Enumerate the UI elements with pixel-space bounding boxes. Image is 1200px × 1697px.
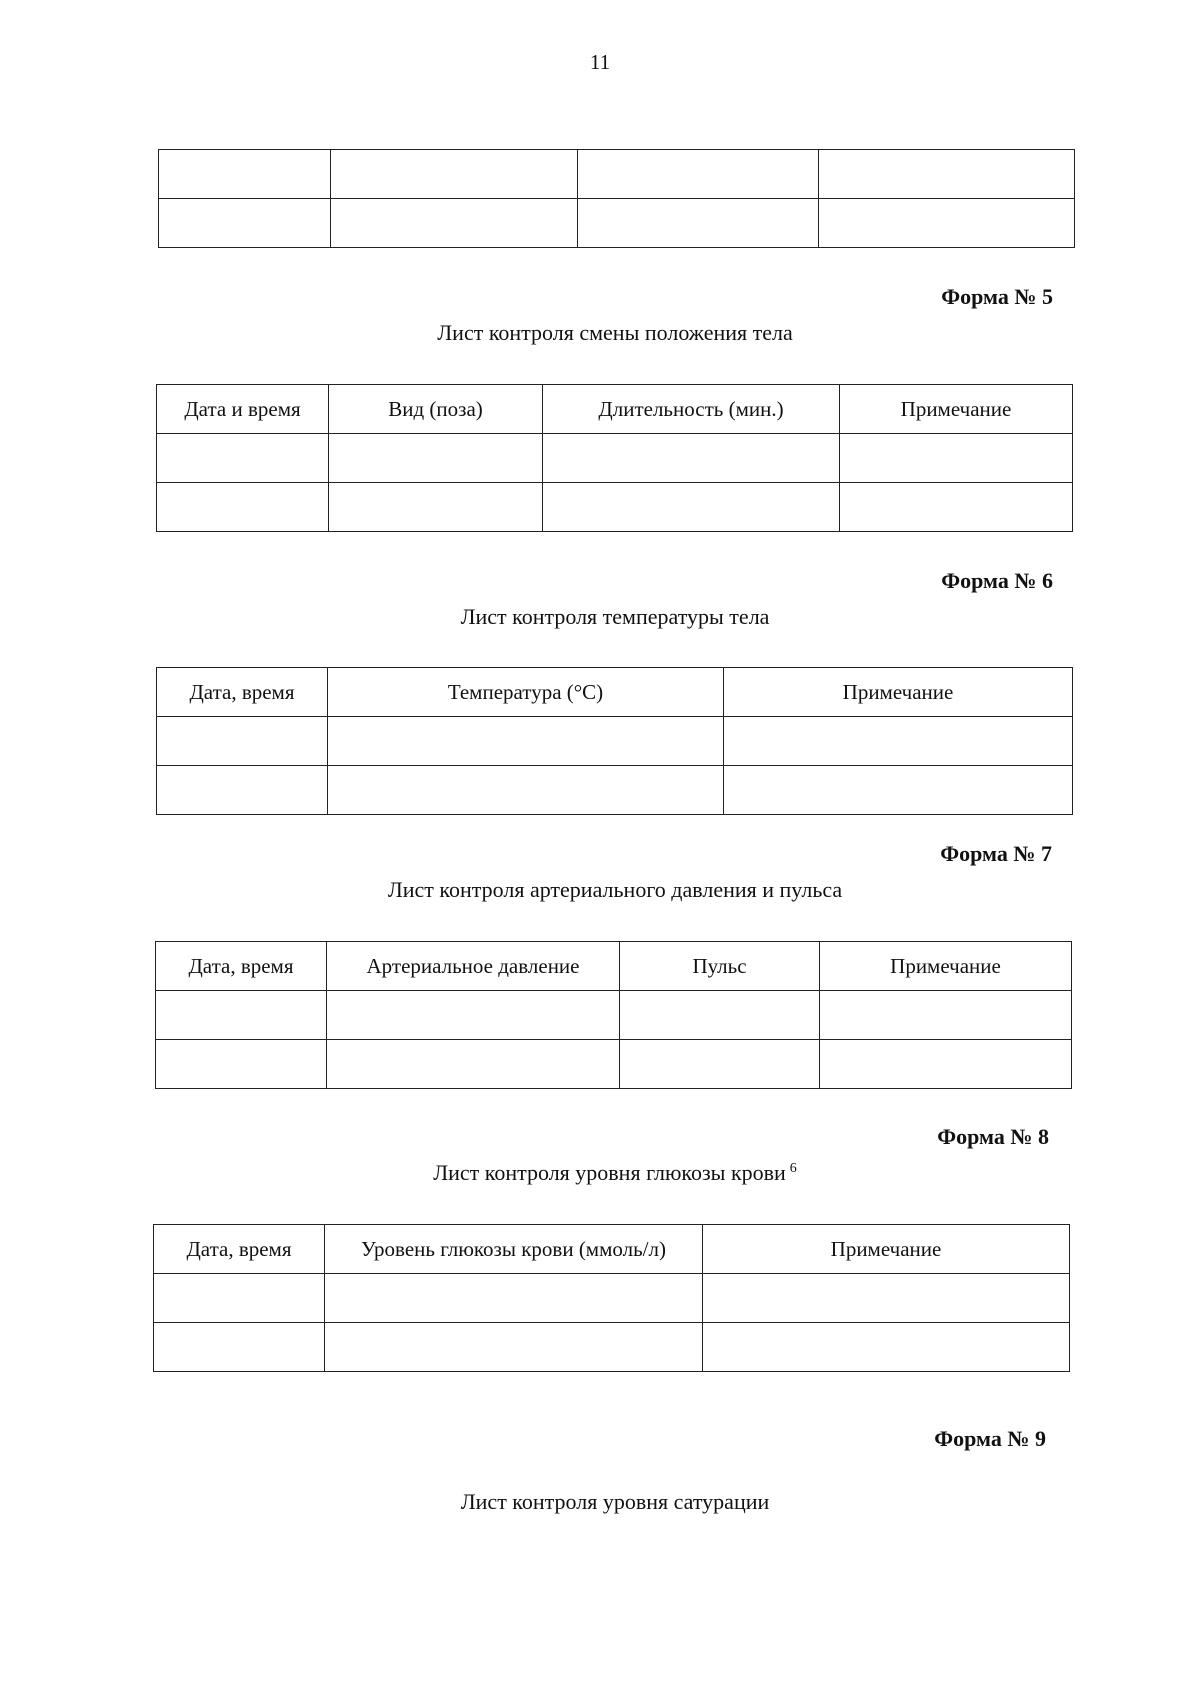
- table-cell: [159, 199, 331, 248]
- table-cell: [329, 434, 543, 483]
- form8-title: Лист контроля уровня глюкозы крови: [433, 1160, 786, 1185]
- page-number: 11: [589, 50, 611, 74]
- table-cell: [819, 199, 1075, 248]
- table-header-row: [157, 668, 1073, 717]
- table-cell: [703, 1274, 1070, 1323]
- form6-table: [156, 667, 1073, 815]
- column-header: Длительность (мин.): [543, 385, 840, 434]
- table-cell: [620, 1040, 820, 1089]
- form5-title: Лист контроля смены положения тела: [437, 320, 793, 345]
- table-cell: [157, 483, 329, 532]
- table-cell: [156, 1040, 327, 1089]
- column-header: Примечание: [724, 668, 1073, 717]
- form5-label: Форма № 5: [941, 284, 1053, 309]
- table-cell: [327, 1040, 620, 1089]
- table-row: [156, 991, 1072, 1040]
- table-row: [157, 483, 1073, 532]
- table-cell: [329, 483, 543, 532]
- table-row: [154, 1323, 1070, 1372]
- table-cell: [331, 199, 578, 248]
- form6-label: Форма № 6: [941, 568, 1053, 593]
- table-cell: [703, 1323, 1070, 1372]
- table-row: [157, 717, 1073, 766]
- table-cell: [156, 991, 327, 1040]
- column-header: Дата и время: [157, 385, 329, 434]
- table-header-row: [156, 942, 1072, 991]
- table-cell: [840, 483, 1073, 532]
- form8-table: [153, 1224, 1070, 1372]
- column-header: Вид (поза): [329, 385, 543, 434]
- table-cell: [724, 717, 1073, 766]
- table-cell: [154, 1274, 325, 1323]
- table-row: [154, 1274, 1070, 1323]
- table-cell: [331, 150, 578, 199]
- table-cell: [819, 150, 1075, 199]
- form6-title: Лист контроля температуры тела: [460, 604, 770, 629]
- table-row: [159, 150, 1075, 199]
- table-cell: [327, 991, 620, 1040]
- form8-title-line: [15, 1160, 1200, 1186]
- table-header-row: [154, 1225, 1070, 1274]
- table-row: [157, 434, 1073, 483]
- table-cell: [159, 150, 331, 199]
- continuation-table: [158, 149, 1075, 248]
- table-header-row: [157, 385, 1073, 434]
- table-row: [156, 1040, 1072, 1089]
- table-cell: [820, 991, 1072, 1040]
- table-cell: [543, 483, 840, 532]
- table-cell: [578, 150, 819, 199]
- column-header: Примечание: [703, 1225, 1070, 1274]
- form7-table: [155, 941, 1072, 1089]
- table-cell: [328, 766, 724, 815]
- column-header: Дата, время: [156, 942, 327, 991]
- table-cell: [157, 766, 328, 815]
- table-cell: [325, 1323, 703, 1372]
- column-header: Дата, время: [157, 668, 328, 717]
- table-cell: [543, 434, 840, 483]
- table-cell: [157, 434, 329, 483]
- column-header: Артериальное давление: [327, 942, 620, 991]
- column-header: Температура (°С): [328, 668, 724, 717]
- table-cell: [620, 991, 820, 1040]
- table-cell: [840, 434, 1073, 483]
- form9-label: Форма № 9: [934, 1426, 1046, 1451]
- table-cell: [325, 1274, 703, 1323]
- column-header: Дата, время: [154, 1225, 325, 1274]
- table-cell: [154, 1323, 325, 1372]
- footnote-mark: 6: [789, 1160, 797, 1176]
- table-cell: [820, 1040, 1072, 1089]
- column-header: Примечание: [840, 385, 1073, 434]
- column-header: Примечание: [820, 942, 1072, 991]
- form9-title: Лист контроля уровня сатурации: [460, 1489, 770, 1514]
- table-row: [157, 766, 1073, 815]
- form8-label: Форма № 8: [937, 1124, 1049, 1149]
- table-row: [159, 199, 1075, 248]
- form5-table: [156, 384, 1073, 532]
- column-header: Уровень глюкозы крови (ммоль/л): [325, 1225, 703, 1274]
- table-cell: [157, 717, 328, 766]
- table-cell: [724, 766, 1073, 815]
- form7-title: Лист контроля артериального давления и пульса: [387, 877, 843, 902]
- table-cell: [328, 717, 724, 766]
- form7-label: Форма № 7: [940, 841, 1052, 866]
- column-header: Пульс: [620, 942, 820, 991]
- table-cell: [578, 199, 819, 248]
